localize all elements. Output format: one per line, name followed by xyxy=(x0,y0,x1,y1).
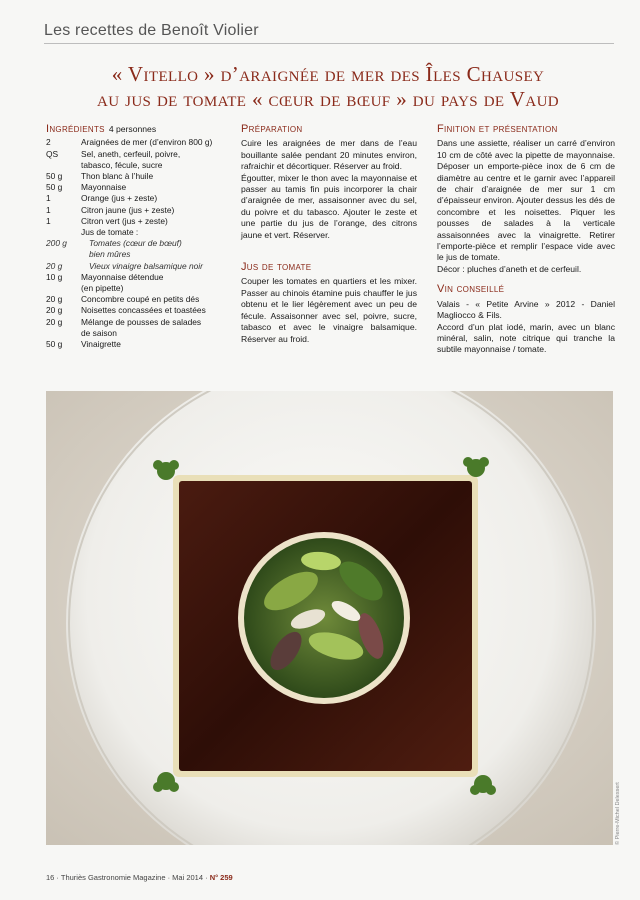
recipe-title-line2: au jus de tomate « cœur de bœuf » du pays de Vaud xyxy=(96,87,560,111)
ingredient-row xyxy=(46,272,226,283)
ingredient-name: Sel, aneth, cerfeuil, poivre, xyxy=(81,148,181,159)
ingredient-quantity: 20 g xyxy=(46,316,63,327)
vin-line: Valais - « Petite Arvine » 2012 - Daniel Magliocco & Fils. xyxy=(437,298,615,321)
ingredient-name: (en pipette) xyxy=(81,283,124,294)
jus-text: Couper les tomates en quartiers et les mixer. Passer au chinois étamine puis chauffer le jus obtenu et le lier légèrement avec un peu de fécule. Assaisonner avec sel, poivre, sucre, tabasco et avec le vinaigre balsamique. Réserver au froid. xyxy=(241,276,417,344)
ingredient-name: Araignées de mer (d’environ 800 g) xyxy=(81,137,213,148)
photo-credit: © Pierre-Michel Delessert xyxy=(615,782,621,845)
running-head: Les recettes de Benoît Violier xyxy=(44,22,259,39)
jus-heading: Jus de tomate xyxy=(241,261,312,274)
vin-section xyxy=(437,284,615,355)
ingredient-row xyxy=(46,317,226,328)
ingredient-row xyxy=(46,160,226,171)
ingredient-row xyxy=(46,171,226,182)
footer-text: · Thuriès Gastronomie Magazine · Mai 2014 · xyxy=(54,873,210,882)
ingredient-quantity xyxy=(46,328,81,339)
ingredient-quantity: 2 xyxy=(46,137,51,148)
finition-text: Dans une assiette, réaliser un carré d’environ 10 cm de côté avec la pipette de mayonnaise. Déposer un emporte-pièce inox de 6 cm de diamètre au centre et le garnir avec l’appareil de chair d’araignée de mer sur 1 cm d’épaisseur environ. Ajouter dessus les dés de concombre et les noisettes. Piquer les pousses de salades à la verticale assaisonnées avec la vinaigrette. Retirer l’emporte-pièce et remplir l’espace vide avec le jus de tomate. xyxy=(437,138,615,263)
preparation-column xyxy=(241,124,417,345)
ingredient-quantity: 1 xyxy=(46,215,51,226)
ingredient-quantity: 50 g xyxy=(46,171,63,182)
ingredient-name: Tomates (cœur de bœuf) xyxy=(89,238,182,249)
ingredient-row xyxy=(46,216,226,227)
ingredient-name: Mayonnaise xyxy=(81,182,127,193)
ingredient-name: Jus de tomate : xyxy=(81,227,139,238)
vin-heading: Vin conseillé xyxy=(437,283,505,296)
ingredient-row xyxy=(46,283,226,294)
ingredient-quantity: 20 g xyxy=(46,260,63,271)
page-footer xyxy=(46,873,233,882)
ingredient-row xyxy=(46,227,226,238)
ingredients-header xyxy=(46,124,226,135)
ingredients-servings: 4 personnes xyxy=(108,124,157,134)
header-rule xyxy=(44,43,614,44)
ingredient-quantity xyxy=(46,283,81,294)
ingredient-quantity xyxy=(46,249,81,260)
ingredient-row xyxy=(46,205,226,216)
ingredient-name: Concombre coupé en petits dés xyxy=(81,294,200,305)
ingredient-name: Orange (jus + zeste) xyxy=(81,193,158,204)
ingredient-row xyxy=(46,305,226,316)
ingredient-row xyxy=(46,193,226,204)
finition-heading: Finition et présentation xyxy=(437,123,558,135)
ingredient-name: Vinaigrette xyxy=(81,339,121,350)
ingredient-row xyxy=(46,339,226,350)
page-number: 16 xyxy=(46,873,55,882)
ingredient-name: Citron jaune (jus + zeste) xyxy=(81,204,175,215)
ingredient-name: Thon blanc à l’huile xyxy=(81,171,154,182)
ingredient-name: Citron vert (jus + zeste) xyxy=(81,215,168,226)
dish-illustration xyxy=(46,391,613,845)
ingredient-quantity: 20 g xyxy=(46,305,63,316)
ingredient-row xyxy=(46,261,226,272)
ingredient-name: Vieux vinaigre balsamique noir xyxy=(89,260,203,271)
ingredient-row xyxy=(46,149,226,160)
ingredient-name: Noisettes concassées et toastées xyxy=(81,305,206,316)
ingredient-quantity: QS xyxy=(46,148,59,159)
ingredients-heading: Ingrédients xyxy=(46,123,105,135)
ingredient-row xyxy=(46,137,226,148)
recipe-title-line1: « Vitello » d’araignée de mer des Îles Chausey xyxy=(111,62,545,86)
preparation-paragraph: Égoutter, mixer le thon avec la mayonnaise et passer au tamis fin puis incorporer la chair d’araignée de mer, assaisonner avec du sel, du poivre et du tabasco. Ajouter le zeste et une partie du jus de l’orange, des citrons jaune et vert. Réserver. xyxy=(241,172,417,240)
ingredient-quantity xyxy=(46,227,81,238)
preparation-paragraph: Cuire les araignées de mer dans de l’eau bouillante salée pendant 20 minutes environ, rafraichir et décortiquer. Réserver au froid. xyxy=(241,138,417,172)
ingredient-name: Mélange de pousses de salades xyxy=(81,316,202,327)
ingredient-row xyxy=(46,182,226,193)
ingredients-table xyxy=(46,137,226,350)
ingredient-quantity: 50 g xyxy=(46,182,63,193)
ingredient-quantity: 50 g xyxy=(46,339,63,350)
finition-column xyxy=(437,124,615,356)
ingredient-row xyxy=(46,294,226,305)
ingredient-quantity: 20 g xyxy=(46,294,63,305)
ingredients-column xyxy=(46,124,226,350)
issue-number: N° 259 xyxy=(209,873,233,882)
ingredient-name: de saison xyxy=(81,327,117,338)
dish-photo xyxy=(46,391,613,845)
vin-line: Accord d’un plat iodé, marin, avec un blanc minéral, salin, note citrique qui tranche la subtile mayonnaise / tomate. xyxy=(437,321,615,355)
ingredient-quantity: 1 xyxy=(46,204,51,215)
ingredient-quantity xyxy=(46,160,81,171)
jus-section xyxy=(241,262,417,345)
ingredient-quantity: 10 g xyxy=(46,271,63,282)
finition-decor: Décor : pluches d’aneth et de cerfeuil. xyxy=(437,263,582,274)
ingredient-name: bien mûres xyxy=(89,249,131,260)
ingredient-name: Mayonnaise détendue xyxy=(81,271,164,282)
preparation-heading: Préparation xyxy=(241,123,303,135)
ingredient-quantity: 1 xyxy=(46,193,51,204)
recipe-title xyxy=(36,62,620,112)
ingredient-row xyxy=(46,238,226,249)
ingredient-row xyxy=(46,328,226,339)
ingredient-name: tabasco, fécule, sucre xyxy=(81,159,163,170)
ingredient-quantity: 200 g xyxy=(46,238,67,249)
ingredient-row xyxy=(46,249,226,260)
